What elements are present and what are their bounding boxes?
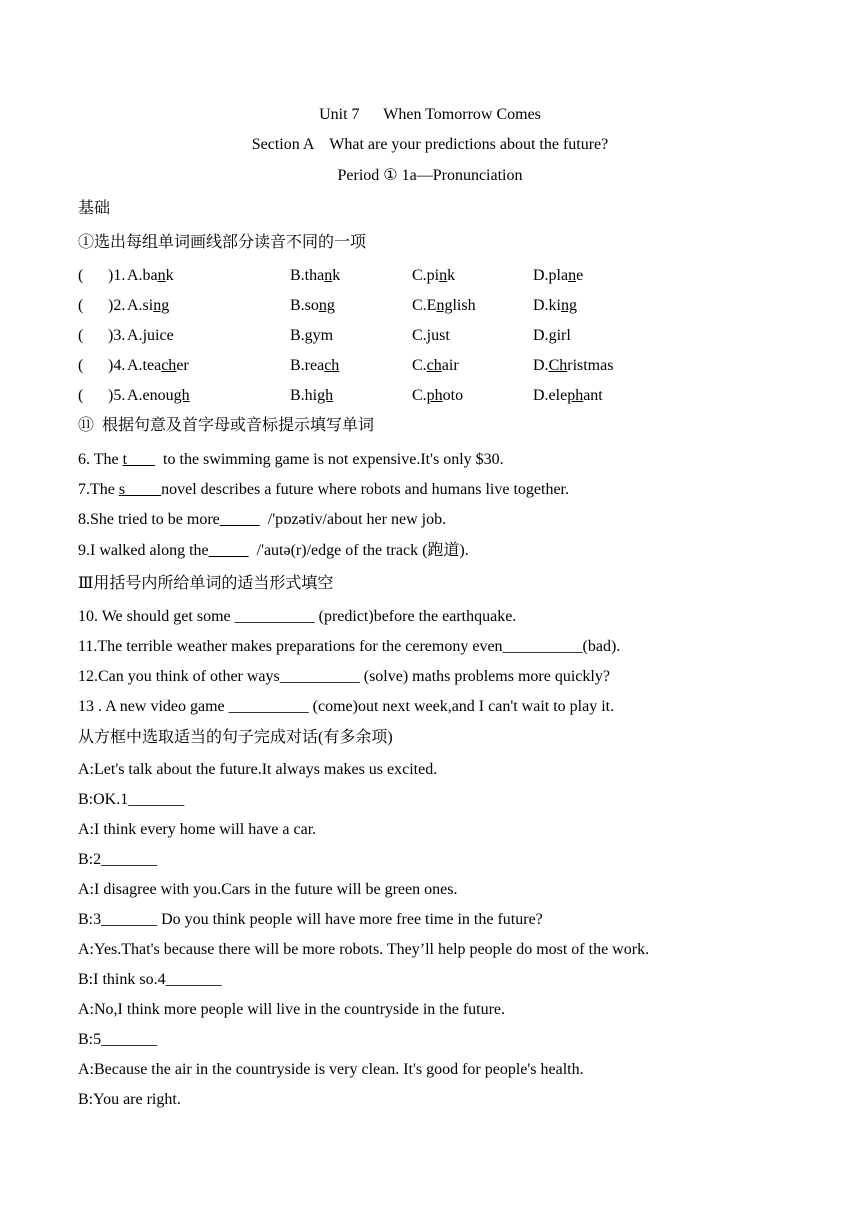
option-b: B.song [290, 297, 335, 314]
dialogue-line: A:I think every home will have a car. [78, 821, 317, 838]
question-13: 13 . A new video game __________ (come)out next week,and I can't wait to play it. [78, 698, 615, 715]
dialogue-line: B:I think so.4_______ [78, 971, 222, 988]
dialogue-line: B:You are right. [78, 1091, 181, 1108]
dialogue-line: A:Yes.That's because there will be more robots. They’ll help people do most of the work. [78, 941, 650, 958]
unit-title: Unit 7 When Tomorrow Comes [319, 106, 541, 123]
question-9: 9.I walked along the /'autə(r)/edge of the track (跑道). [78, 542, 469, 559]
option-d: D.king [533, 297, 577, 314]
option-a: A.enough [127, 387, 190, 404]
period-title: Period ① 1a—Pronunciation [337, 167, 523, 184]
part4-heading: 从方框中选取适当的句子完成对话(有多余项) [78, 729, 393, 746]
question-12: 12.Can you think of other ways__________ (solve) maths problems more quickly? [78, 668, 610, 685]
option-c: C.photo [412, 387, 464, 404]
answer-blank[interactable] [209, 542, 249, 559]
option-c: C.English [412, 297, 476, 314]
section-title: Section A What are your predictions about the future? [251, 136, 609, 153]
dialogue-line: A:Because the air in the countryside is very clean. It's good for people's health. [78, 1061, 584, 1078]
question-7: 7.The s novel describes a future where robots and humans live together. [78, 481, 569, 498]
option-b: B.thank [290, 267, 341, 284]
option-c: C.just [412, 327, 450, 344]
answer-paren[interactable]: ( [78, 297, 84, 314]
answer-paren[interactable]: ( [78, 267, 84, 284]
question-number: )3. [108, 327, 126, 344]
question-8: 8.She tried to be more /'pɒzətiv/about her new job. [78, 511, 447, 528]
answer-blank[interactable] [220, 511, 260, 528]
option-a: A.teacher [127, 357, 189, 374]
dialogue-line: A:I disagree with you.Cars in the future will be green ones. [78, 881, 458, 898]
option-d: D.Christmas [533, 357, 614, 374]
dialogue-line: B:3_______ Do you think people will have more free time in the future? [78, 911, 543, 928]
dialogue-line: B:5_______ [78, 1031, 158, 1048]
question-10: 10. We should get some __________ (predict)before the earthquake. [78, 608, 517, 625]
answer-paren[interactable]: ( [78, 327, 84, 344]
option-b: B.high [290, 387, 334, 404]
question-6: 6. The t to the swimming game is not expensive.It's only $30. [78, 451, 504, 468]
dialogue-line: B:2_______ [78, 851, 158, 868]
answer-paren[interactable]: ( [78, 357, 84, 374]
question-11: 11.The terrible weather makes preparations for the ceremony even__________(bad). [78, 638, 621, 655]
option-a: A.sing [127, 297, 170, 314]
option-b: B.gym [290, 327, 334, 344]
dialogue-line: A:No,I think more people will live in the countryside in the future. [78, 1001, 506, 1018]
dialogue-line: B:OK.1_______ [78, 791, 185, 808]
option-a: A.bank [127, 267, 174, 284]
option-c: C.chair [412, 357, 459, 374]
dialogue-line: A:Let's talk about the future.It always makes us excited. [78, 761, 438, 778]
option-d: D.plane [533, 267, 584, 284]
answer-blank[interactable]: s [118, 481, 162, 498]
part1-heading: ①选出每组单词画线部分读音不同的一项 [78, 234, 367, 251]
question-number: )5. [108, 387, 126, 404]
question-number: )1. [108, 267, 126, 284]
answer-blank[interactable]: t [122, 451, 156, 468]
part2-heading: ⑪ 根据句意及首字母或音标提示填写单词 [78, 417, 375, 434]
option-b: B.reach [290, 357, 340, 374]
option-c: C.pink [412, 267, 456, 284]
part3-heading: Ⅲ用括号内所给单词的适当形式填空 [78, 575, 334, 592]
answer-paren[interactable]: ( [78, 387, 84, 404]
option-a: A.juice [127, 327, 174, 344]
option-d: D.girl [533, 327, 571, 344]
question-number: )4. [108, 357, 126, 374]
basics-heading: 基础 [78, 200, 111, 217]
question-number: )2. [108, 297, 126, 314]
option-d: D.elephant [533, 387, 603, 404]
